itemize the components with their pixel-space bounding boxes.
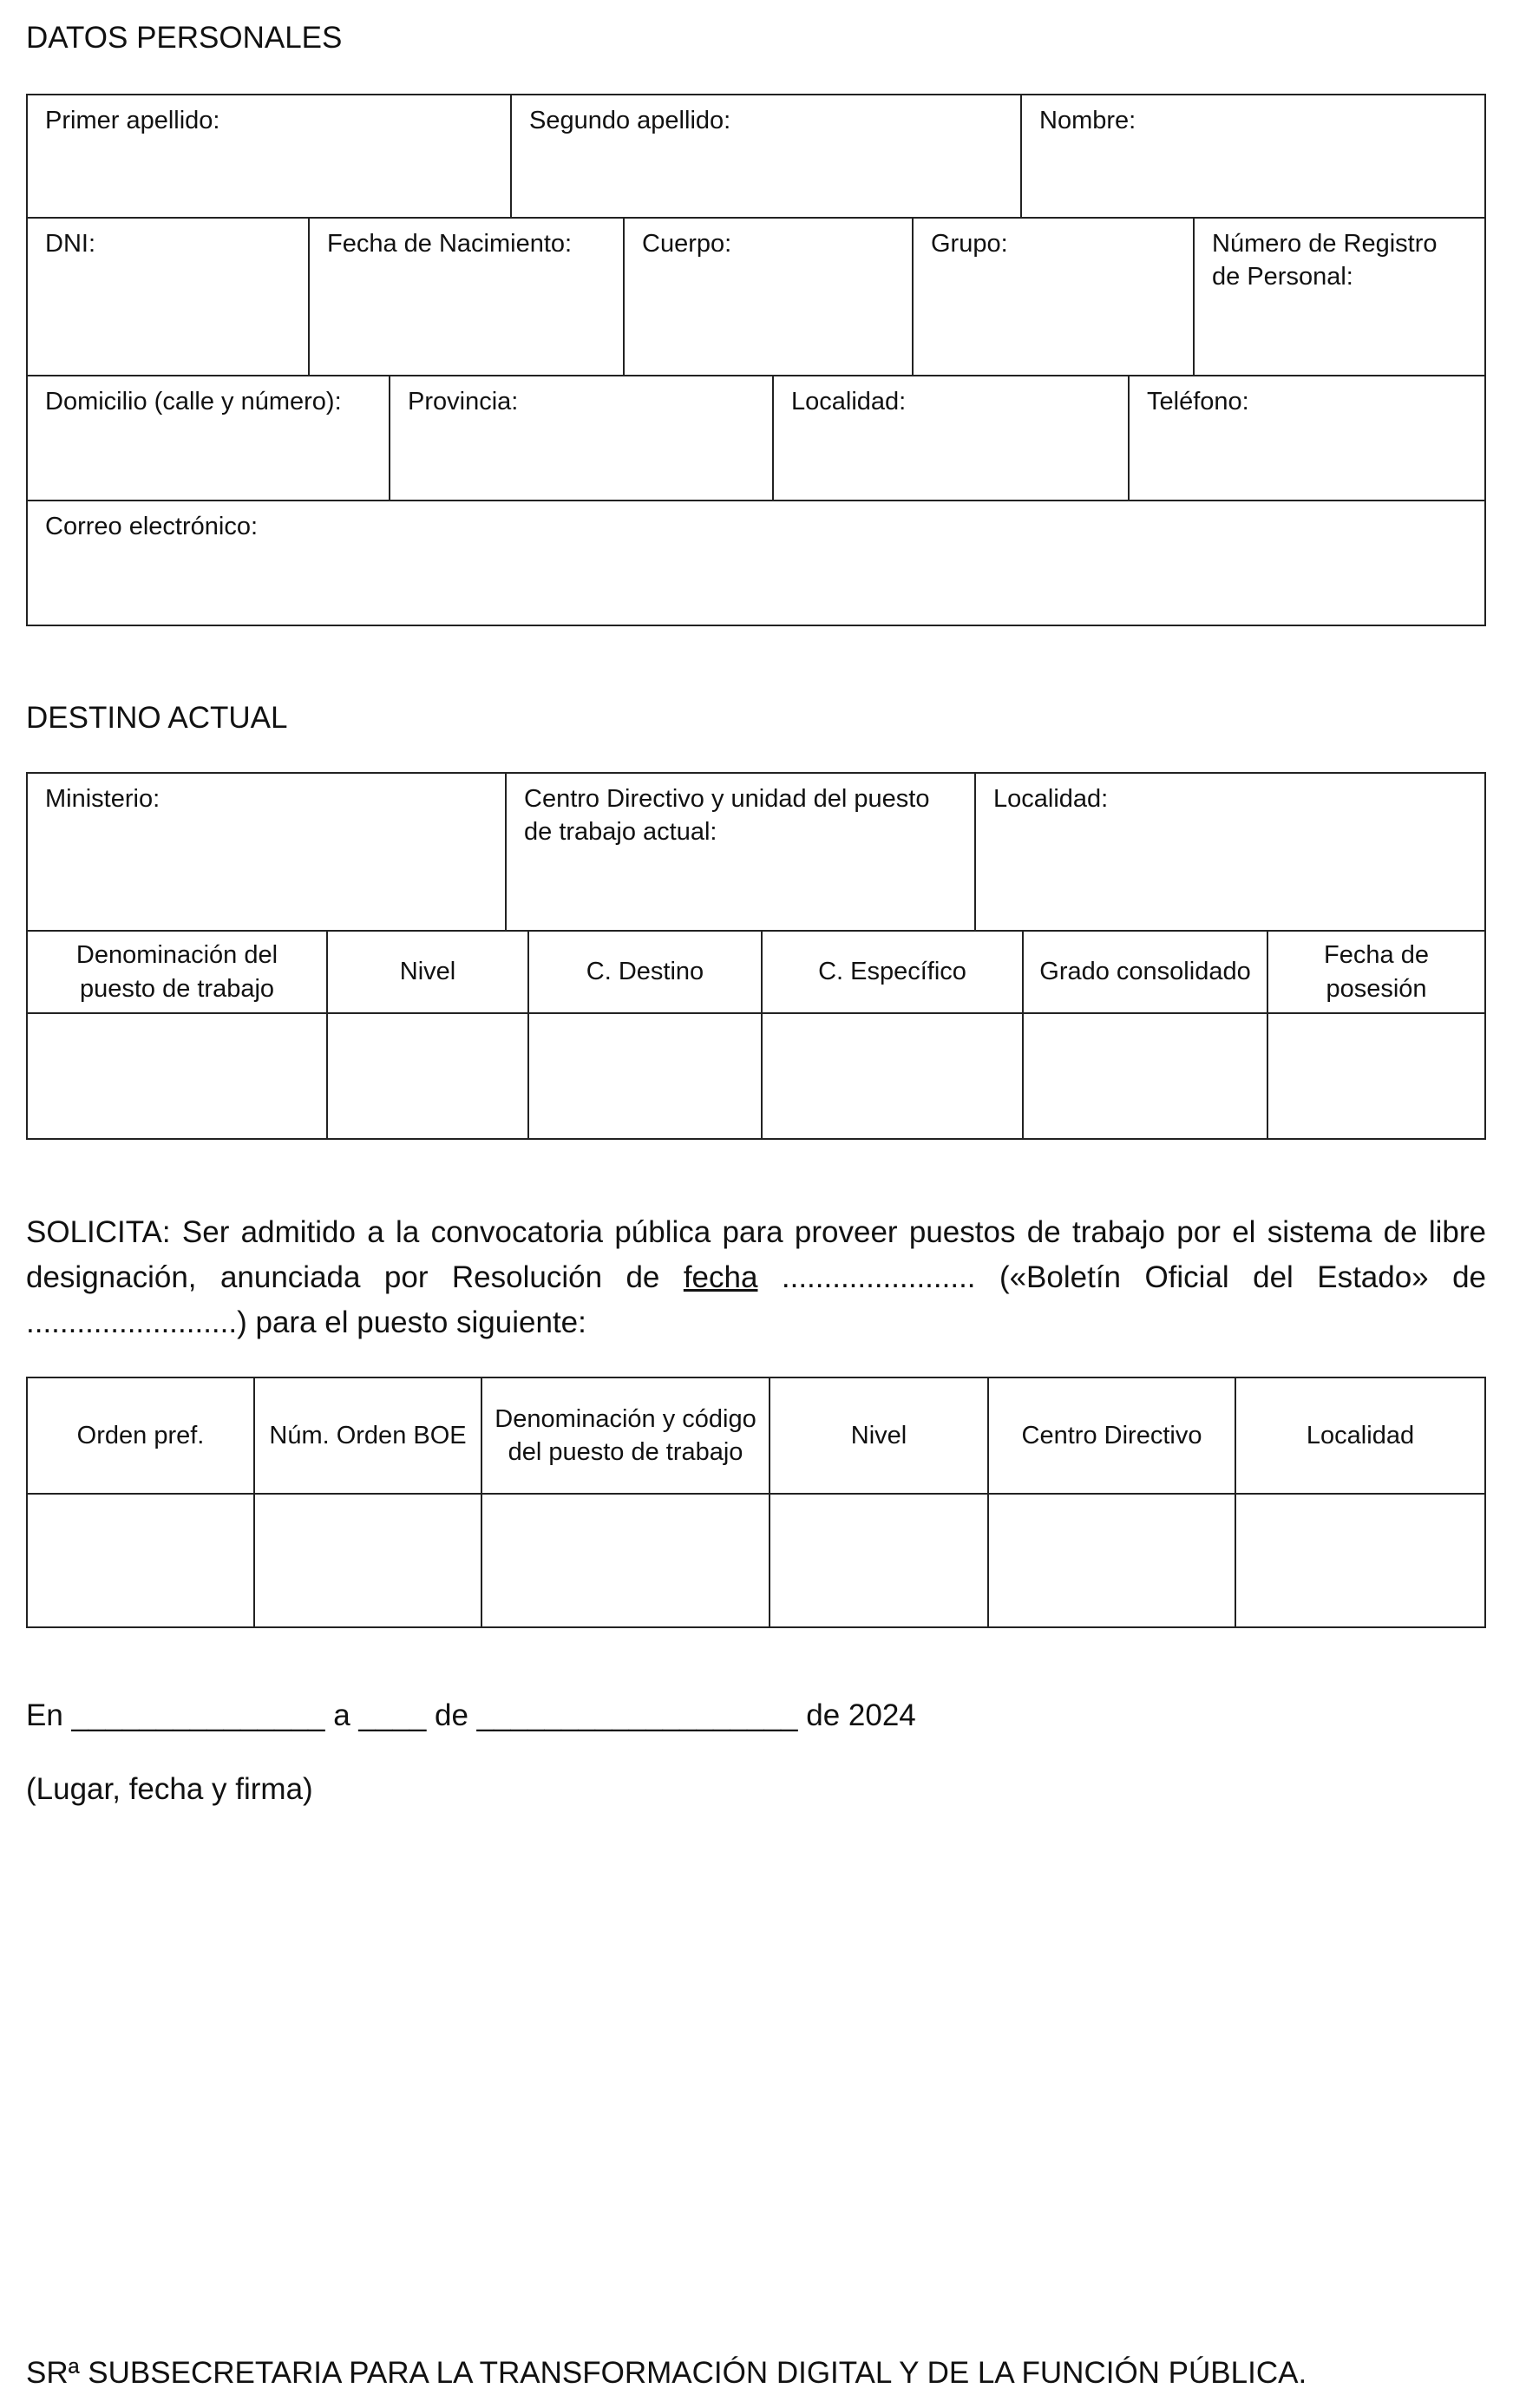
cuerpo-field[interactable] [624,219,913,376]
c-especifico-input-cell[interactable] [762,1013,1023,1139]
nombre-field[interactable] [1021,95,1485,218]
destino-localidad-label: Localidad: [993,785,1109,813]
personal-data-form [26,94,1486,626]
lugar-fecha-firma-note: (Lugar, fecha y firma) [26,1772,313,1806]
domicilio-label: Domicilio (calle y número): [45,388,342,416]
nrp-field[interactable] [1194,219,1485,376]
solicita-paragraph [26,1210,1486,1345]
nrp-label: Número de Registro de Personal: [1212,230,1438,291]
centro-directivo-field[interactable] [506,773,975,931]
segundo-apellido-label: Segundo apellido: [529,107,731,134]
ministerio-label: Ministerio: [45,785,160,813]
num-orden-boe-input-cell[interactable] [254,1494,481,1627]
destino-actual-form [26,772,1486,1140]
destino-actual-heading: DESTINO ACTUAL [26,701,288,735]
centro-directivo-input-cell[interactable] [988,1494,1235,1627]
col-nivel: Nivel [327,932,528,1013]
col-c-destino: C. Destino [528,932,762,1013]
primer-apellido-field[interactable] [27,95,511,218]
primer-apellido-label: Primer apellido: [45,107,220,134]
correo-label: Correo electrónico: [45,513,258,540]
nivel-input-cell[interactable] [327,1013,528,1139]
puesto-nivel-input-cell[interactable] [770,1494,988,1627]
grupo-field[interactable] [913,219,1194,376]
denominacion-input-cell[interactable] [27,1013,327,1139]
denominacion-codigo-input-cell[interactable] [481,1494,770,1627]
domicilio-field[interactable] [27,376,390,501]
dni-field[interactable] [27,219,309,376]
fecha-underlined: fecha [683,1260,758,1294]
col-denominacion-codigo: Denominación y código del puesto de trabajo [481,1377,770,1494]
provincia-label: Provincia: [408,388,519,416]
solicita-text-1: SOLICITA: Ser admitido a la convocatoria pública para proveer puestos de trabajo por el sistema de libre designación, anunciada por Resolución de [26,1215,1486,1294]
c-destino-input-cell[interactable] [528,1013,762,1139]
puesto-localidad-input-cell[interactable] [1235,1494,1485,1627]
telefono-field[interactable] [1129,376,1485,501]
ministerio-field[interactable] [27,773,506,931]
col-puesto-nivel: Nivel [770,1377,988,1494]
lugar-fecha-line[interactable]: En _______________ a ____ de ___________________ de 2024 [26,1698,916,1732]
telefono-label: Teléfono: [1147,388,1249,416]
fecha-posesion-input-cell[interactable] [1267,1013,1485,1139]
orden-pref-input-cell[interactable] [27,1494,254,1627]
col-orden-pref: Orden pref. [27,1377,254,1494]
localidad-label: Localidad: [791,388,907,416]
provincia-field[interactable] [390,376,773,501]
col-c-especifico: C. Específico [762,932,1023,1013]
col-grado-consolidado: Grado consolidado [1023,932,1267,1013]
centro-directivo-label: Centro Directivo y unidad del puesto de trabajo actual: [524,785,930,847]
cuerpo-label: Cuerpo: [642,230,732,258]
dni-label: DNI: [45,230,95,258]
solicita-text-2: ....................... («Boletín Oficial del Estado» de .........................) para el puesto siguiente: [26,1260,1486,1339]
col-num-orden-boe: Núm. Orden BOE [254,1377,481,1494]
fecha-nacimiento-field[interactable] [309,219,624,376]
nombre-label: Nombre: [1039,107,1136,134]
correo-field[interactable] [27,501,1485,625]
grado-consolidado-input-cell[interactable] [1023,1013,1267,1139]
col-denominacion: Denominación del puesto de trabajo [27,932,327,1013]
personal-data-heading: DATOS PERSONALES [26,21,343,55]
puesto-solicitado-table [26,1377,1486,1628]
col-fecha-posesion: Fecha de posesión [1267,932,1485,1013]
localidad-field[interactable] [773,376,1129,501]
segundo-apellido-field[interactable] [511,95,1021,218]
col-centro-directivo: Centro Directivo [988,1377,1235,1494]
destino-localidad-field[interactable] [975,773,1485,931]
col-puesto-localidad: Localidad [1235,1377,1485,1494]
fecha-nacimiento-label: Fecha de Nacimiento: [327,230,573,258]
grupo-label: Grupo: [931,230,1008,258]
destinatario: SRª SUBSECRETARIA PARA LA TRANSFORMACIÓN DIGITAL Y DE LA FUNCIÓN PÚBLICA. [26,2356,1307,2390]
